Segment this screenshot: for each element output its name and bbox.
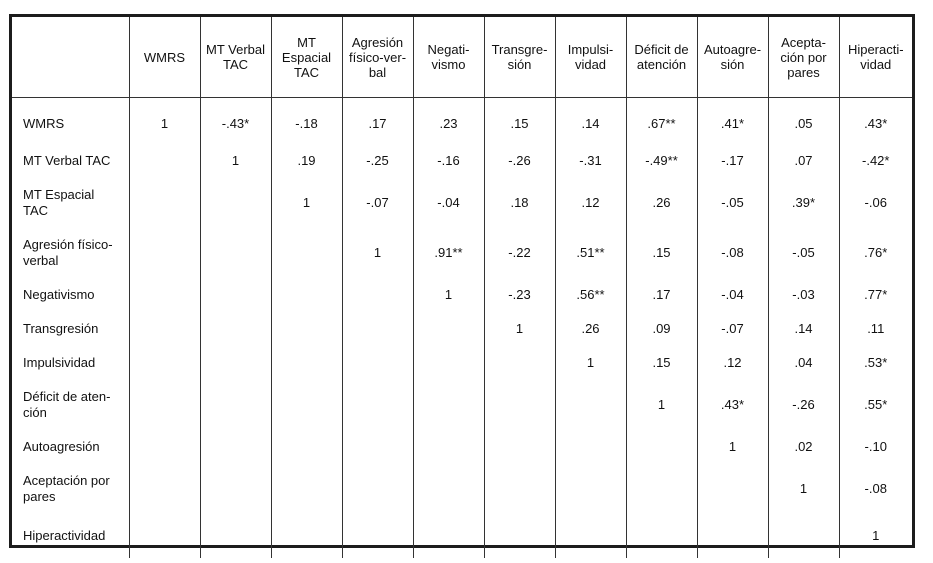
correlation-cell: -.16: [413, 144, 484, 178]
correlation-cell: [271, 464, 342, 514]
correlation-cell: [342, 514, 413, 558]
correlation-cell: [271, 278, 342, 312]
table-row: [12, 278, 912, 312]
correlation-cell: [555, 380, 626, 430]
correlation-cell: [200, 430, 271, 464]
correlation-cell: [484, 380, 555, 430]
row-label: Autoagresión: [23, 438, 100, 454]
column-header: MT Espacial TAC: [271, 17, 342, 98]
correlation-cell: [129, 346, 200, 380]
correlation-cell: [413, 380, 484, 430]
correlation-cell: [342, 278, 413, 312]
correlation-cell: 1: [839, 514, 912, 558]
correlation-cell: [271, 228, 342, 278]
row-label: Hiperactividad: [23, 527, 106, 543]
correlation-cell: [129, 144, 200, 178]
correlation-cell: -.10: [839, 430, 912, 464]
row-label: Impulsividad: [23, 354, 96, 370]
correlation-cell: [271, 346, 342, 380]
column-header: Impulsi- vidad: [555, 17, 626, 98]
correlation-cell: -.07: [697, 312, 768, 346]
row-label: MT Espacial TAC: [23, 186, 95, 218]
correlation-cell: .14: [768, 312, 839, 346]
table-row: [12, 380, 912, 430]
table-row: [12, 430, 912, 464]
correlation-cell: [200, 514, 271, 558]
correlation-cell: [555, 464, 626, 514]
column-header: Déficit de atención: [626, 17, 697, 98]
correlation-cell: .17: [342, 98, 413, 144]
correlation-cell: 1: [768, 464, 839, 514]
table-row: [12, 464, 912, 514]
correlation-cell: [342, 430, 413, 464]
correlation-cell: -.08: [839, 464, 912, 514]
correlation-cell: -.08: [697, 228, 768, 278]
correlation-cell: [271, 430, 342, 464]
correlation-cell: -.23: [484, 278, 555, 312]
correlation-cell: .12: [555, 178, 626, 228]
column-header: Transgre- sión: [484, 17, 555, 98]
table-row: [12, 178, 912, 228]
correlation-cell: .18: [484, 178, 555, 228]
correlation-cell: .41*: [697, 98, 768, 144]
correlation-cell: .55*: [839, 380, 912, 430]
correlation-cell: [129, 380, 200, 430]
correlation-cell: 1: [697, 430, 768, 464]
correlation-cell: .26: [555, 312, 626, 346]
correlation-cell: .14: [555, 98, 626, 144]
correlation-cell: [697, 514, 768, 558]
correlation-cell: -.31: [555, 144, 626, 178]
correlation-cell: [200, 312, 271, 346]
correlation-table: [12, 17, 912, 558]
correlation-cell: [129, 278, 200, 312]
correlation-cell: .05: [768, 98, 839, 144]
correlation-cell: [129, 178, 200, 228]
correlation-cell: 1: [200, 144, 271, 178]
correlation-cell: 1: [271, 178, 342, 228]
correlation-cell: [697, 464, 768, 514]
correlation-cell: -.05: [697, 178, 768, 228]
correlation-cell: [200, 464, 271, 514]
correlation-cell: -.05: [768, 228, 839, 278]
correlation-cell: [129, 312, 200, 346]
correlation-cell: 1: [129, 98, 200, 144]
correlation-cell: -.22: [484, 228, 555, 278]
correlation-cell: [342, 312, 413, 346]
correlation-cell: .04: [768, 346, 839, 380]
correlation-cell: -.03: [768, 278, 839, 312]
correlation-cell: .67**: [626, 98, 697, 144]
correlation-cell: .15: [484, 98, 555, 144]
correlation-cell: .56**: [555, 278, 626, 312]
correlation-cell: .15: [626, 346, 697, 380]
column-header: Autoagre- sión: [697, 17, 768, 98]
correlation-cell: [200, 228, 271, 278]
correlation-cell: [129, 228, 200, 278]
correlation-cell: [271, 514, 342, 558]
table-row: [12, 346, 912, 380]
corner-cell: [12, 17, 129, 98]
table-row: [12, 312, 912, 346]
table-row: [12, 98, 912, 144]
correlation-cell: .07: [768, 144, 839, 178]
correlation-cell: .02: [768, 430, 839, 464]
column-header: Agresión físico-ver- bal: [342, 17, 413, 98]
correlation-cell: .43*: [839, 98, 912, 144]
row-label: Aceptación por pares: [23, 472, 110, 504]
correlation-cell: .53*: [839, 346, 912, 380]
correlation-table-frame: [9, 14, 915, 548]
correlation-cell: .91**: [413, 228, 484, 278]
correlation-cell: 1: [555, 346, 626, 380]
correlation-cell: 1: [626, 380, 697, 430]
correlation-cell: .26: [626, 178, 697, 228]
correlation-cell: [129, 464, 200, 514]
table-row: [12, 514, 912, 558]
correlation-cell: [768, 514, 839, 558]
correlation-cell: [555, 430, 626, 464]
column-header: Hiperacti- vidad: [839, 17, 912, 98]
row-label: Agresión físico- verbal: [23, 236, 113, 268]
table-row: [12, 144, 912, 178]
correlation-cell: -.49**: [626, 144, 697, 178]
correlation-cell: [484, 514, 555, 558]
column-header: Acepta- ción por pares: [768, 17, 839, 98]
correlation-cell: [484, 430, 555, 464]
correlation-cell: [555, 514, 626, 558]
row-label: Transgresión: [23, 320, 99, 336]
correlation-cell: .15: [626, 228, 697, 278]
correlation-cell: -.17: [697, 144, 768, 178]
correlation-cell: 1: [484, 312, 555, 346]
correlation-cell: -.42*: [839, 144, 912, 178]
correlation-cell: [626, 514, 697, 558]
correlation-cell: -.07: [342, 178, 413, 228]
correlation-cell: .77*: [839, 278, 912, 312]
correlation-cell: -.26: [484, 144, 555, 178]
table-body: [12, 98, 912, 558]
table-row: [12, 228, 912, 278]
correlation-cell: .11: [839, 312, 912, 346]
correlation-cell: -.43*: [200, 98, 271, 144]
correlation-cell: .19: [271, 144, 342, 178]
correlation-cell: [626, 464, 697, 514]
correlation-cell: [200, 380, 271, 430]
correlation-cell: [413, 514, 484, 558]
correlation-cell: .17: [626, 278, 697, 312]
correlation-cell: [413, 430, 484, 464]
correlation-cell: [342, 380, 413, 430]
header-row: [12, 17, 912, 98]
correlation-cell: .09: [626, 312, 697, 346]
correlation-cell: -.04: [413, 178, 484, 228]
correlation-cell: 1: [342, 228, 413, 278]
correlation-cell: -.18: [271, 98, 342, 144]
correlation-cell: [200, 178, 271, 228]
correlation-cell: [413, 346, 484, 380]
column-header: WMRS: [129, 17, 200, 98]
row-label: Déficit de aten- ción: [23, 388, 111, 420]
correlation-cell: [129, 514, 200, 558]
correlation-cell: [200, 346, 271, 380]
correlation-cell: -.26: [768, 380, 839, 430]
correlation-cell: [413, 312, 484, 346]
correlation-cell: [626, 430, 697, 464]
row-label: WMRS: [23, 115, 65, 131]
correlation-cell: .76*: [839, 228, 912, 278]
correlation-cell: [484, 464, 555, 514]
correlation-cell: .12: [697, 346, 768, 380]
column-header: Negati- vismo: [413, 17, 484, 98]
correlation-cell: 1: [413, 278, 484, 312]
correlation-cell: -.25: [342, 144, 413, 178]
correlation-cell: [129, 430, 200, 464]
row-label: Negativismo: [23, 286, 95, 302]
correlation-cell: [200, 278, 271, 312]
correlation-cell: .23: [413, 98, 484, 144]
correlation-cell: [271, 380, 342, 430]
correlation-cell: [484, 346, 555, 380]
column-header: MT Verbal TAC: [200, 17, 271, 98]
correlation-cell: .43*: [697, 380, 768, 430]
correlation-cell: [342, 464, 413, 514]
correlation-cell: -.04: [697, 278, 768, 312]
correlation-cell: [342, 346, 413, 380]
correlation-cell: .39*: [768, 178, 839, 228]
correlation-cell: .51**: [555, 228, 626, 278]
correlation-cell: -.06: [839, 178, 912, 228]
correlation-cell: [271, 312, 342, 346]
row-label: MT Verbal TAC: [23, 152, 111, 168]
correlation-cell: [413, 464, 484, 514]
